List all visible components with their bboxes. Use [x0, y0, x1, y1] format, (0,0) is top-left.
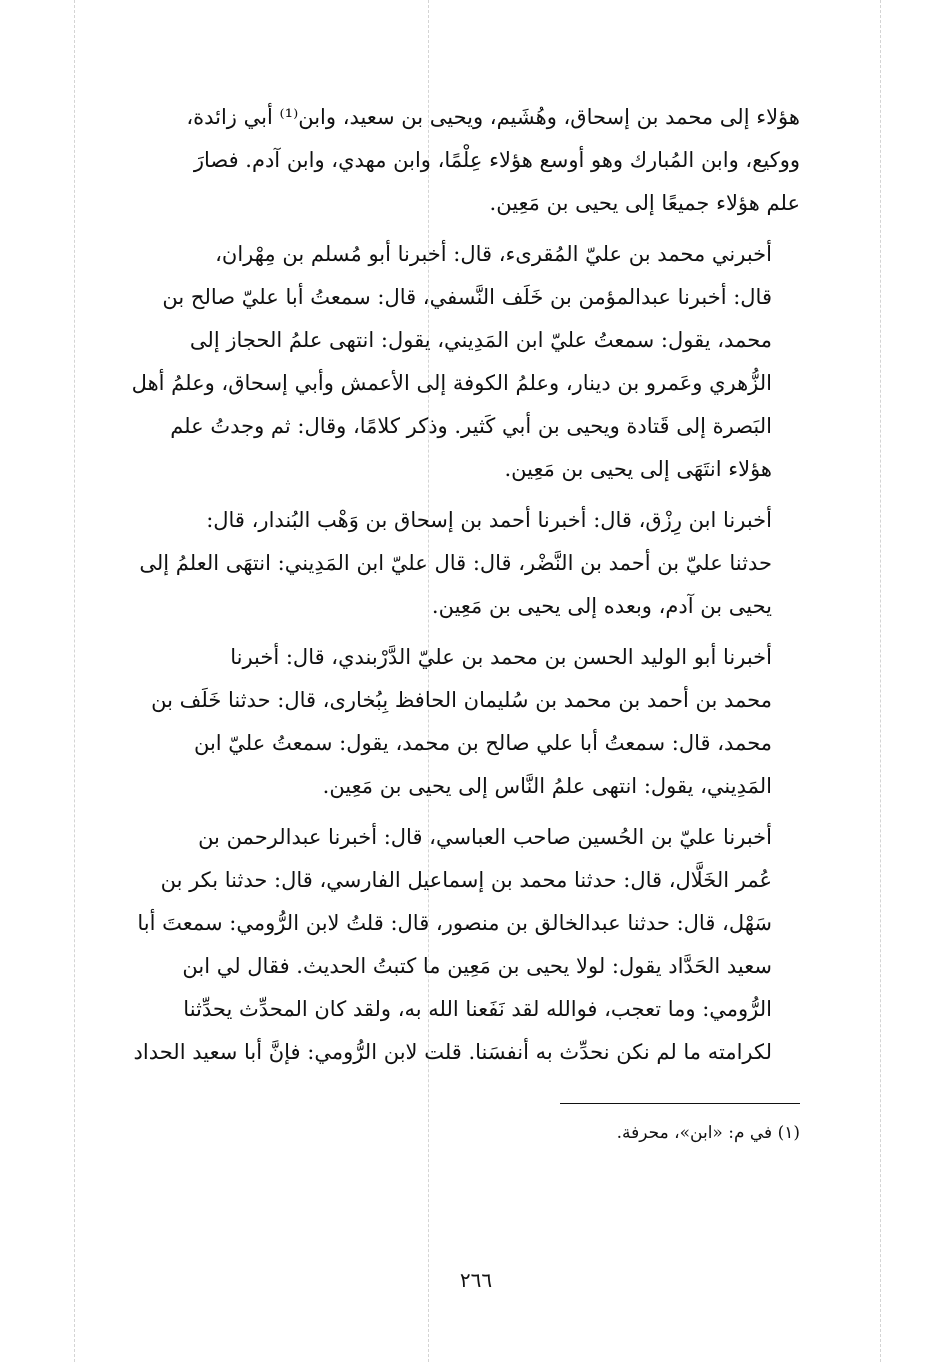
text-line: علم هؤلاء جميعًا إلى يحيى بن مَعِين. — [489, 191, 800, 215]
paragraph — [84, 816, 800, 1074]
text-line: سَهْل، قال: حدثنا عبدالخالق بن منصور، قال: قلتُ لابن الرُّومي: سمعتَ أبا — [137, 911, 772, 935]
text-line: محمد، قال: سمعتُ أبا علي صالح بن محمد، يقول: سمعتُ عليّ ابن — [193, 731, 772, 755]
text-line: هؤلاء إلى محمد بن إسحاق، وهُشَيم، ويحيى بن سعيد، وابن⁽¹⁾ أبي زائدة، — [186, 105, 800, 129]
text-line: المَدِيني، يقول: انتهى علمُ النَّاس إلى يحيى بن مَعِين. — [322, 774, 772, 798]
text-line: سعيد الحَدَّاد يقول: لولا يحيى بن مَعِين ما كتبتُ الحديث. فقال لي ابن — [182, 954, 772, 978]
paragraph — [84, 233, 800, 491]
text-line: حدثنا عليّ بن أحمد بن النَّضْر، قال: قال عليّ ابن المَدِيني: انتهَى العلمُ إلى — [139, 551, 772, 575]
footnote-separator — [560, 1103, 800, 1104]
page-number: ٢٦٦ — [459, 1268, 493, 1292]
text-line: هؤلاء انتَهَى إلى يحيى بن مَعِين. — [504, 457, 772, 481]
paragraph — [84, 499, 800, 628]
text-line: يحيى بن آدم، وبعده إلى يحيى بن مَعِين. — [431, 594, 772, 618]
text-line: محمد، يقول: سمعتُ عليّ ابن المَدِيني، يقول: انتهى علمُ الحجاز إلى — [189, 328, 772, 352]
text-line: أخبرنا ابن رِزْق، قال: أخبرنا أحمد بن إسحاق بن وَهْب البُندار، قال: — [206, 508, 772, 532]
text-line: قال: أخبرنا عبدالمؤمن بن خَلَف النَّسفي، قال: سمعتُ أبا عليّ صالح بن — [162, 285, 772, 309]
text-line: ووكيع، وابن المُبارك وهو أوسع هؤلاء عِلْمًا، وابن مهدي، وابن آدم. فصارَ — [193, 148, 800, 172]
main-text — [84, 96, 800, 1082]
text-line: الزُّهري وعَمرو بن دينار، وعلمُ الكوفة إلى الأعمش وأبي إسحاق، وعلمُ أهل — [131, 371, 772, 395]
scan-guide-line — [74, 0, 75, 1362]
text-line: أخبرني محمد بن عليّ المُقرىء، قال: أخبرنا أبو مُسلم بن مِهْران، — [215, 242, 772, 266]
text-line: البَصرة إلى قَتادة ويحيى بن أبي كَثير. وذكر كلامًا، وقال: ثم وجدتُ علم — [170, 414, 772, 438]
paragraph — [84, 636, 800, 808]
text-line: محمد بن أحمد بن محمد بن سُليمان الحافظ بِبُخارى، قال: حدثنا خَلَف بن — [151, 688, 772, 712]
text-line: لكرامته ما لم نكن نحدِّث به أنفسَنا. قلت لابن الرُّومي: فإنَّ أبا سعيد الحداد — [133, 1040, 772, 1064]
text-line: أخبرنا عليّ بن الحُسين صاحب العباسي، قال: أخبرنا عبدالرحمن بن — [198, 825, 772, 849]
footnote: (١) في م: «ابن»، محرفة. — [616, 1123, 800, 1143]
paragraph — [84, 96, 800, 225]
text-line: الرُّومي: وما تعجب، فوالله لقد نَفَعنا الله به، ولقد كان المحدِّث يحدِّثنا — [183, 997, 772, 1021]
text-line: أخبرنا أبو الوليد الحسن بن محمد بن عليّ الدَّرْبندي، قال: أخبرنا — [230, 645, 772, 669]
scan-guide-line — [880, 0, 881, 1362]
text-line: عُمر الخَلَّال، قال: حدثنا محمد بن إسماعيل الفارسي، قال: حدثنا بكر بن — [160, 868, 772, 892]
